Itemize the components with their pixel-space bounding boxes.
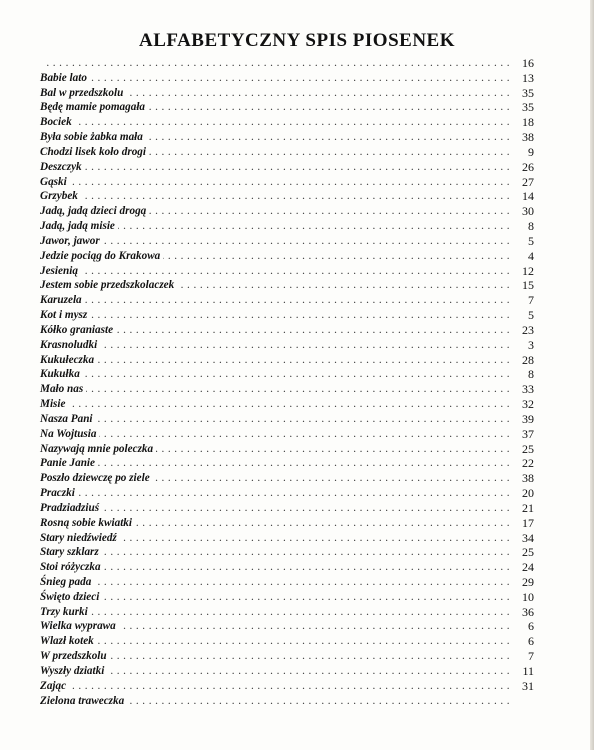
dot-leader [40, 427, 510, 442]
song-title: Krasnoludki [40, 339, 100, 351]
page-number: 21 [522, 500, 534, 515]
song-title: Stary niedźwiedź [40, 532, 120, 544]
index-entry [40, 471, 534, 486]
dot-leader [40, 175, 510, 190]
page-number: 31 [522, 678, 534, 693]
song-title: Kukułka [40, 368, 83, 380]
page-number: 17 [522, 515, 534, 530]
page-number: 8 [528, 219, 534, 234]
dot-leader [40, 545, 510, 560]
index-entry [40, 204, 534, 219]
song-title: Jestem sobie przedszkolaczek [40, 279, 177, 291]
dot-leader [40, 575, 510, 590]
dot-leader [40, 189, 510, 204]
dot-leader [40, 590, 510, 605]
page-number: 12 [522, 263, 534, 278]
song-title: Wielka wyprawa [40, 620, 119, 632]
song-title: Jadą, jadą misie [40, 220, 118, 232]
song-title: Trzy kurki [40, 606, 91, 618]
dot-leader [40, 56, 510, 71]
index-entry [40, 249, 534, 264]
index-entry [40, 590, 534, 605]
dot-leader [40, 308, 510, 323]
song-title: Kółko graniaste [40, 324, 116, 336]
index-entry [40, 649, 534, 664]
index-entry [40, 634, 534, 649]
song-title: Karuzela [40, 294, 85, 306]
page-number: 29 [522, 574, 534, 589]
index-entry [40, 560, 534, 575]
page-number: 36 [522, 604, 534, 619]
page-number: 38 [522, 471, 534, 486]
dot-leader [40, 338, 510, 353]
song-title: Chodzi lisek koło drogi [40, 146, 149, 158]
page-number: 3 [528, 337, 534, 352]
page-title: ALFABETYCZNY SPIS PIOSENEK [138, 30, 455, 51]
song-title: Jawor, jawor [40, 235, 103, 247]
song-title: Gąski [40, 176, 70, 188]
dot-leader [40, 456, 510, 471]
index-entry [40, 115, 534, 130]
index-entry [40, 145, 534, 160]
index-entry [40, 323, 534, 338]
index-entry [40, 71, 534, 86]
page-number: 14 [522, 189, 534, 204]
index-entry [40, 56, 534, 71]
page-number: 16 [522, 56, 534, 70]
page-number: 20 [522, 486, 534, 501]
song-title: Poszło dziewczę po ziele [40, 472, 153, 484]
dot-leader [40, 605, 510, 620]
index-entry [40, 427, 534, 442]
song-title: Zielona traweczka [40, 695, 127, 707]
page-number: 37 [522, 426, 534, 441]
song-title: Mało nas [40, 383, 86, 395]
dot-leader [40, 382, 510, 397]
page-number: 6 [528, 619, 534, 634]
song-title: Babie lato [40, 72, 90, 84]
song-title: Jesienią [40, 265, 81, 277]
page-number: 11 [522, 663, 534, 678]
dot-leader [40, 293, 510, 308]
page-edge [590, 0, 594, 750]
index-entry [40, 501, 534, 516]
index-entry [40, 219, 534, 234]
dot-leader [40, 397, 510, 412]
page-number: 15 [522, 278, 534, 293]
page-number: 26 [522, 159, 534, 174]
dot-leader [40, 367, 510, 382]
song-title: Jadą, jadą dzieci drogą [40, 205, 149, 217]
page-number: 23 [522, 322, 534, 337]
page-number: 30 [522, 204, 534, 219]
index-entry [40, 575, 534, 590]
page-number: 35 [522, 85, 534, 100]
song-title: Była sobie żabka mała [40, 131, 146, 143]
song-title: Nazywają mnie poleczka [40, 443, 156, 455]
song-title: Będę mamie pomagała [40, 101, 148, 113]
index-entry [40, 100, 534, 115]
dot-leader [40, 412, 510, 427]
page-number: 7 [528, 649, 534, 664]
index-entry [40, 293, 534, 308]
dot-leader [40, 679, 510, 694]
dot-leader [40, 71, 510, 86]
page-number: 39 [522, 411, 534, 426]
index-entry [40, 353, 534, 368]
index-entry [40, 338, 534, 353]
page-number: 27 [522, 174, 534, 189]
song-title: Bal w przedszkolu [40, 87, 126, 99]
page-number: 13 [522, 70, 534, 85]
song-title: Grzybek [40, 190, 81, 202]
index-entry [40, 545, 534, 560]
page-number: 24 [522, 560, 534, 575]
song-title: Wlazł kotek [40, 635, 97, 647]
song-title [40, 57, 43, 69]
page-number: 10 [522, 589, 534, 604]
page-number: 22 [522, 456, 534, 471]
page-number: 28 [522, 352, 534, 367]
index-entry [40, 679, 534, 694]
index-entry [40, 694, 534, 709]
song-title: Stary szklarz [40, 546, 102, 558]
song-title: Praczki [40, 487, 78, 499]
index-entry [40, 442, 534, 457]
index-entry [40, 382, 534, 397]
dot-leader [40, 160, 510, 175]
index-entry [40, 86, 534, 101]
index-entry [40, 234, 534, 249]
dot-leader [40, 264, 510, 279]
page-number: 4 [528, 248, 534, 263]
song-title: Rosną sobie kwiatki [40, 517, 135, 529]
song-title: Misie [40, 398, 68, 410]
index-entry [40, 367, 534, 382]
page-number: 25 [522, 441, 534, 456]
index-entry [40, 516, 534, 531]
index-entry [40, 619, 534, 634]
page-number: 33 [522, 382, 534, 397]
dot-leader [40, 664, 510, 679]
dot-leader [40, 649, 510, 664]
song-title: Pradziadziuś [40, 502, 102, 514]
dot-leader [40, 115, 510, 130]
song-title: Śnieg pada [40, 576, 94, 588]
page-number: 38 [522, 130, 534, 145]
page-number: 5 [528, 308, 534, 323]
song-title: Wyszły dziatki [40, 665, 107, 677]
song-index-list [40, 56, 534, 708]
song-title: Jedzie pociąg do Krakowa [40, 250, 163, 262]
song-title: Kukułeczka [40, 354, 97, 366]
index-entry [40, 264, 534, 279]
page-number: 18 [522, 115, 534, 130]
song-title: Nasza Pani [40, 413, 96, 425]
index-entry [40, 531, 534, 546]
page-number: 25 [522, 545, 534, 560]
index-entry [40, 278, 534, 293]
page-number: 9 [528, 144, 534, 159]
song-title: Święto dzieci [40, 591, 102, 603]
page-number: 7 [528, 293, 534, 308]
dot-leader [40, 501, 510, 516]
dot-leader [40, 353, 510, 368]
index-entry [40, 308, 534, 323]
song-title: Kot i mysz [40, 309, 90, 321]
index-entry [40, 456, 534, 471]
song-title: Bociek [40, 116, 75, 128]
index-entry [40, 189, 534, 204]
index-entry [40, 412, 534, 427]
index-entry [40, 130, 534, 145]
index-entry [40, 605, 534, 620]
index-entry [40, 397, 534, 412]
song-title: W przedszkolu [40, 650, 110, 662]
page-number: 5 [528, 233, 534, 248]
index-entry [40, 486, 534, 501]
dot-leader [40, 634, 510, 649]
page-number: 32 [522, 397, 534, 412]
song-title: Panie Janie [40, 457, 98, 469]
page-number: 8 [528, 367, 534, 382]
index-entry [40, 175, 534, 190]
dot-leader [40, 560, 510, 575]
index-entry [40, 160, 534, 175]
dot-leader [40, 486, 510, 501]
song-title: Stoi różyczka [40, 561, 104, 573]
page-number: 34 [522, 530, 534, 545]
page-number: 6 [528, 634, 534, 649]
song-title: Na Wojtusia [40, 428, 99, 440]
song-title: Zając [40, 680, 69, 692]
song-title: Deszczyk [40, 161, 85, 173]
index-entry [40, 664, 534, 679]
page-number: 35 [522, 100, 534, 115]
dot-leader [40, 234, 510, 249]
